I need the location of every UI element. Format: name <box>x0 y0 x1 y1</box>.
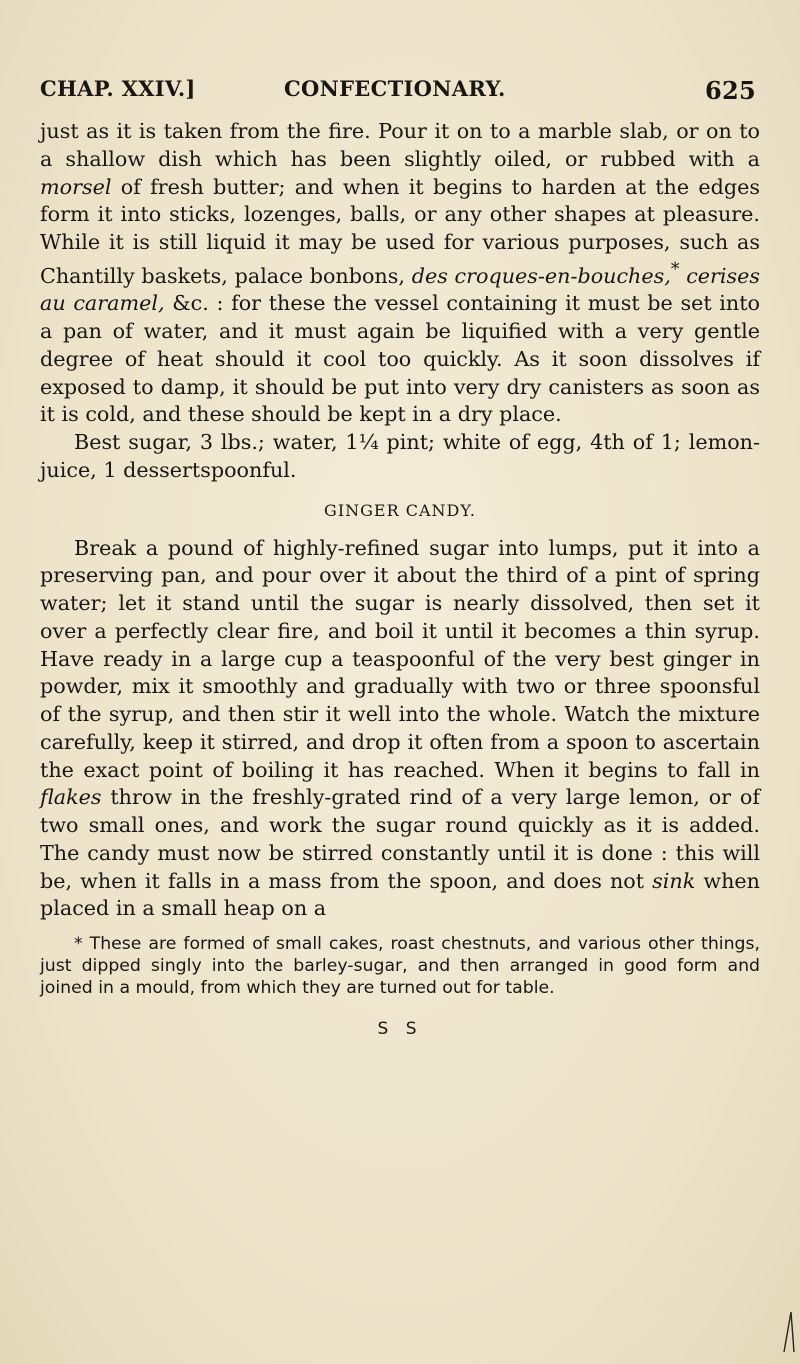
italic-run: des croques-en-bouches, <box>411 263 671 288</box>
section-heading: GINGER CANDY. <box>324 500 476 520</box>
paragraph-ginger-candy <box>40 535 760 924</box>
text-run: Break a pound of highly-refined sugar into lumps, put it into a preserving pan, and pour over it about the third of a pint of spring water; let it stand until the sugar is nearly dissolved, then set it over a perfectly clear fire, and boil it until it becomes a thin syrup. Have ready in a large cup a teaspoonful of the very best ginger in powder, mix it smoothly and gradually with two or three spoonsful of the syrup, and then stir it well into the whole. Watch the mixture carefully, keep it stirred, and drop it often from a spoon to ascertain the exact point of boiling it has reached. When it begins to fall in <box>40 535 760 782</box>
footnote: * These are formed of small cakes, roast chestnuts, and various other things, just dipped singly into the barley-sugar, and then arranged in good form and joined in a mould, from which they are turned out for table. <box>40 934 760 999</box>
italic-run: morsel <box>40 174 112 199</box>
text-run: when placed in a small heap on a <box>40 868 760 921</box>
text-run: just as it is taken from the fire. Pour it on to a marble slab, or on to a shallow dish which has been slightly oiled, or rubbed with a <box>40 119 760 171</box>
text-run: &c. : for these the vessel containing it must be set into a pan of water, and it must again be liquified with a very gentle degree of heat should it cool too quickly. As it soon dissolves if exposed to damp, it should be put into very dry canisters as soon as it is cold, and these should be kept in a dry place. <box>40 291 761 427</box>
italic-run: flakes <box>40 785 102 810</box>
recipe-ingredients: Best sugar, 3 lbs.; water, 1¼ pint; white of egg, 4th of 1; lemon-juice, 1 dessertspoonful. <box>40 430 760 482</box>
page-body <box>40 118 760 1044</box>
italic-run: cerises au caramel, <box>40 263 761 316</box>
signature-mark: S S <box>377 1019 423 1040</box>
chapter-label: CHAP. XXIV.] <box>40 76 196 101</box>
text-run: throw in the freshly-grated rind of a very large lemon, or of two small ones, and work the sugar round quickly as it is added. The candy must now be stirred constantly until it is done : this will be, when it falls in a mass from the spoon, and does not <box>40 785 760 893</box>
page-edge-mark <box>782 1308 796 1354</box>
footnote-reference: * <box>670 259 680 280</box>
italic-run: sink <box>652 868 696 893</box>
running-header <box>40 70 756 110</box>
page-number: 625 <box>705 76 756 105</box>
running-title: CONFECTIONARY. <box>284 76 506 101</box>
paragraph-caramel <box>40 118 760 429</box>
text-run: of fresh butter; and when it begins to harden at the edges form it into sticks, lozenges, balls, or any other shapes at pleasure. While it is still liquid it may be used for various purposes, such as Chantilly baskets, palace bonbons, <box>40 174 760 288</box>
